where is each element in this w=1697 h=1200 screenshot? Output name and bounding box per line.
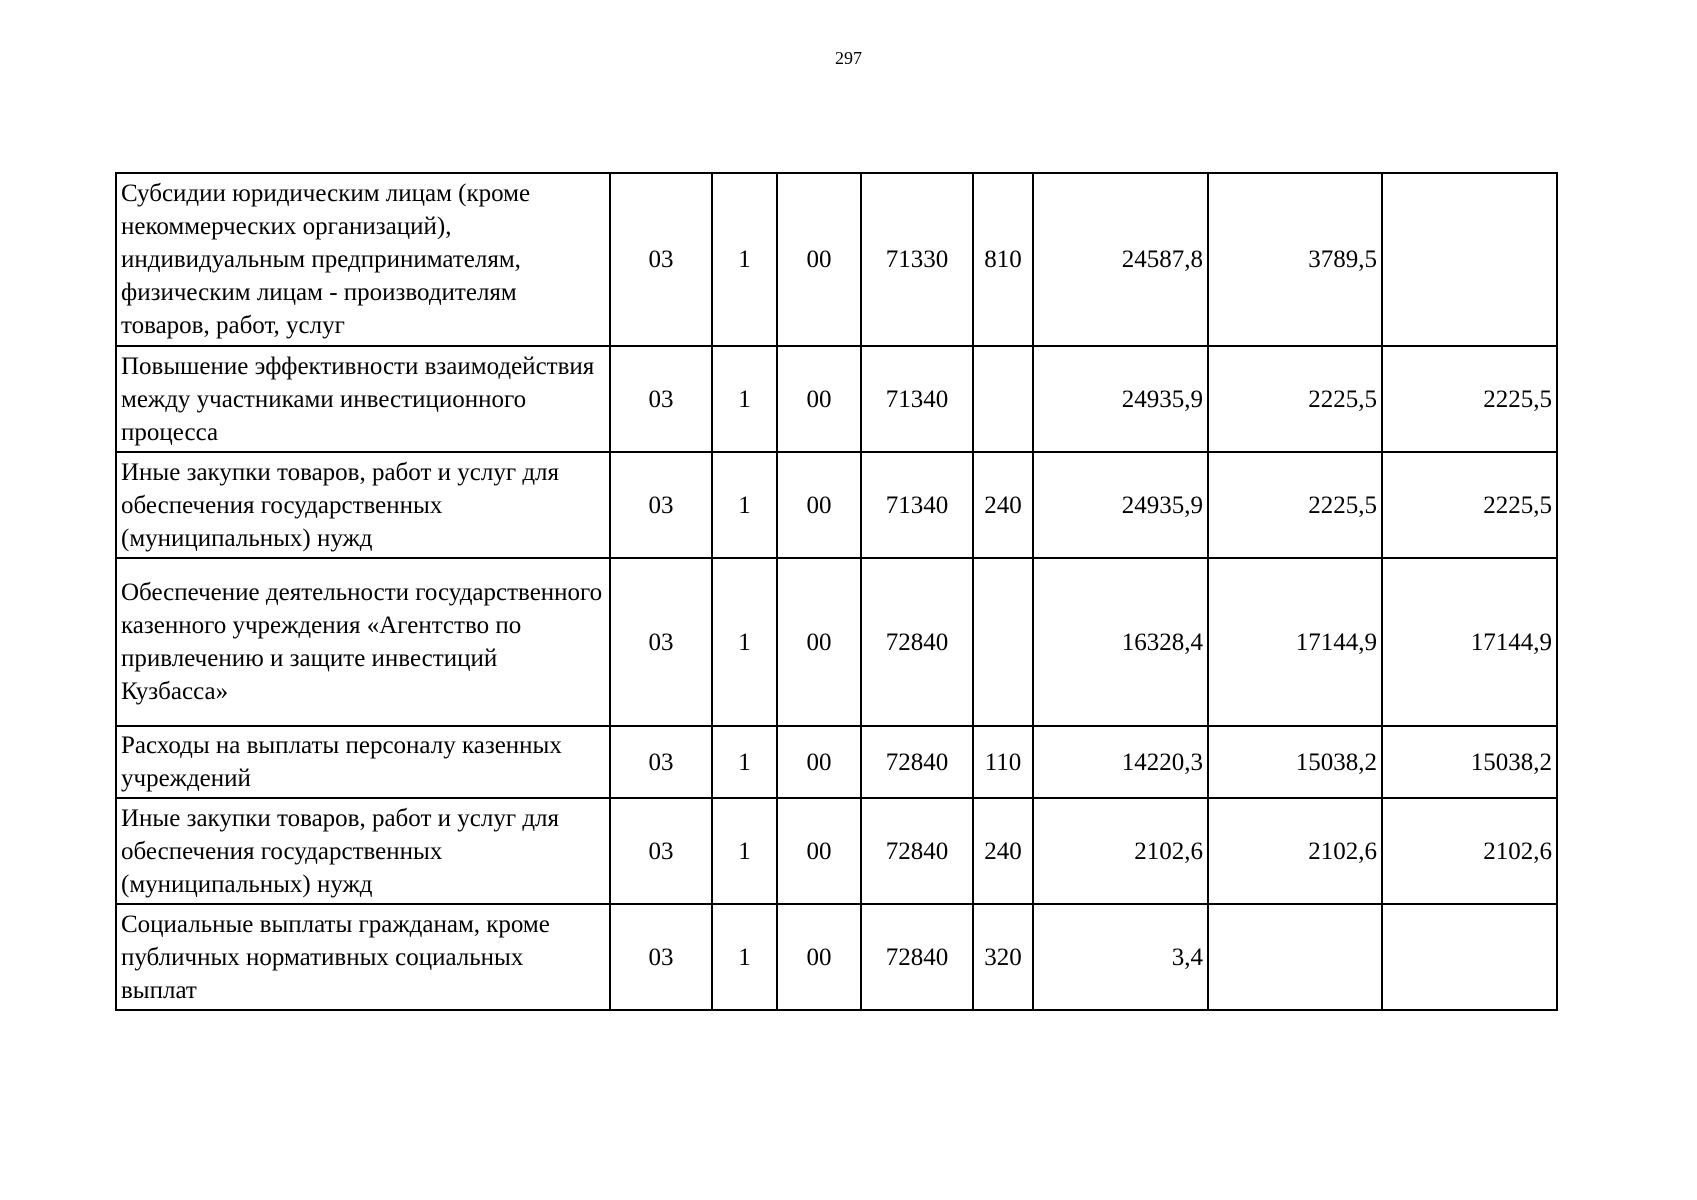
year1-amount-cell: 24935,9 <box>1033 452 1208 558</box>
section-code-cell: 03 <box>610 173 712 346</box>
year2-amount-cell: 17144,9 <box>1208 558 1382 726</box>
direction-code-cell: 72840 <box>861 904 973 1010</box>
year1-amount-cell: 2102,6 <box>1033 798 1208 904</box>
subprogram-code-cell: 00 <box>777 798 861 904</box>
row-name-cell: Социальные выплаты гражданам, кроме публичных нормативных социальных выплат <box>116 904 610 1010</box>
expense-type-cell: 240 <box>973 452 1033 558</box>
year1-amount-cell: 16328,4 <box>1033 558 1208 726</box>
table-row <box>116 798 1557 904</box>
table-row <box>116 726 1557 798</box>
row-name-cell: Иные закупки товаров, работ и услуг для обеспечения государственных (муниципальных) нужд <box>116 798 610 904</box>
row-name-cell: Обеспечение деятельности государственного казенного учреждения «Агентство по привлечению и защите инвестиций Кузбасса» <box>116 558 610 726</box>
direction-code-cell: 71330 <box>861 173 973 346</box>
table-row <box>116 558 1557 726</box>
year1-amount-cell: 24935,9 <box>1033 346 1208 452</box>
expense-type-cell <box>973 558 1033 726</box>
program-code-cell: 1 <box>712 346 777 452</box>
program-code-cell: 1 <box>712 173 777 346</box>
row-name-cell: Повышение эффективности взаимодействия между участниками инвестиционного процесса <box>116 346 610 452</box>
expense-type-cell <box>973 346 1033 452</box>
program-code-cell: 1 <box>712 452 777 558</box>
page-number: 297 <box>835 48 862 68</box>
section-code-cell: 03 <box>610 558 712 726</box>
year3-amount-cell <box>1382 173 1557 346</box>
year1-amount-cell: 14220,3 <box>1033 726 1208 798</box>
row-name-cell: Расходы на выплаты персоналу казенных учреждений <box>116 726 610 798</box>
year3-amount-cell <box>1382 904 1557 1010</box>
year3-amount-cell: 2225,5 <box>1382 346 1557 452</box>
subprogram-code-cell: 00 <box>777 904 861 1010</box>
expense-type-cell: 110 <box>973 726 1033 798</box>
year2-amount-cell: 2225,5 <box>1208 346 1382 452</box>
year3-amount-cell: 15038,2 <box>1382 726 1557 798</box>
section-code-cell: 03 <box>610 904 712 1010</box>
direction-code-cell: 71340 <box>861 346 973 452</box>
expense-type-cell: 810 <box>973 173 1033 346</box>
table-row <box>116 173 1557 346</box>
table-row <box>116 346 1557 452</box>
year1-amount-cell: 3,4 <box>1033 904 1208 1010</box>
year2-amount-cell: 15038,2 <box>1208 726 1382 798</box>
table-row <box>116 904 1557 1010</box>
year2-amount-cell <box>1208 904 1382 1010</box>
subprogram-code-cell: 00 <box>777 346 861 452</box>
direction-code-cell: 72840 <box>861 798 973 904</box>
year2-amount-cell: 2102,6 <box>1208 798 1382 904</box>
section-code-cell: 03 <box>610 346 712 452</box>
expense-type-cell: 240 <box>973 798 1033 904</box>
subprogram-code-cell: 00 <box>777 452 861 558</box>
year3-amount-cell: 17144,9 <box>1382 558 1557 726</box>
budget-table <box>115 172 1558 1011</box>
expense-type-cell: 320 <box>973 904 1033 1010</box>
subprogram-code-cell: 00 <box>777 173 861 346</box>
year3-amount-cell: 2102,6 <box>1382 798 1557 904</box>
section-code-cell: 03 <box>610 726 712 798</box>
table-row <box>116 452 1557 558</box>
year2-amount-cell: 3789,5 <box>1208 173 1382 346</box>
year1-amount-cell: 24587,8 <box>1033 173 1208 346</box>
program-code-cell: 1 <box>712 904 777 1010</box>
direction-code-cell: 72840 <box>861 558 973 726</box>
program-code-cell: 1 <box>712 726 777 798</box>
year2-amount-cell: 2225,5 <box>1208 452 1382 558</box>
program-code-cell: 1 <box>712 798 777 904</box>
direction-code-cell: 71340 <box>861 452 973 558</box>
row-name-cell: Субсидии юридическим лицам (кроме некоммерческих организаций), индивидуальным предпринимателям, физическим лицам - производителям товаров, работ, услуг <box>116 173 610 346</box>
program-code-cell: 1 <box>712 558 777 726</box>
direction-code-cell: 72840 <box>861 726 973 798</box>
row-name-cell: Иные закупки товаров, работ и услуг для обеспечения государственных (муниципальных) нужд <box>116 452 610 558</box>
subprogram-code-cell: 00 <box>777 558 861 726</box>
section-code-cell: 03 <box>610 452 712 558</box>
subprogram-code-cell: 00 <box>777 726 861 798</box>
year3-amount-cell: 2225,5 <box>1382 452 1557 558</box>
section-code-cell: 03 <box>610 798 712 904</box>
